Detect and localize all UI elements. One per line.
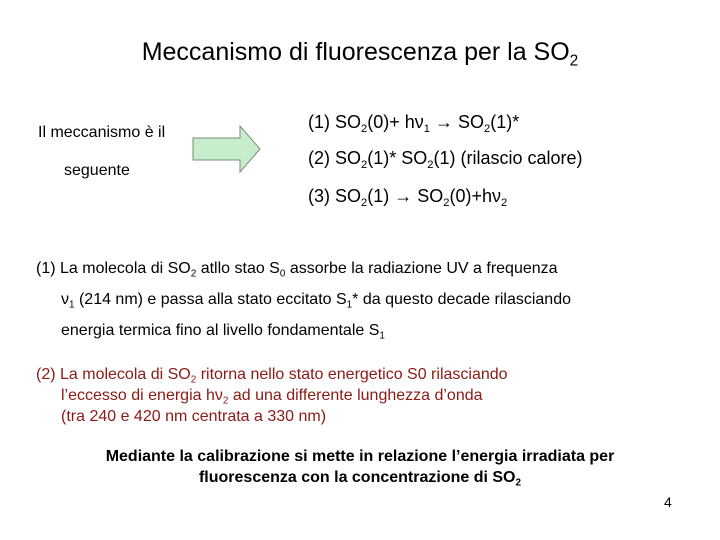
conclusion-line-2 (198, 469, 522, 489)
p1-text: atllo stao S (196, 260, 280, 277)
p2-sub: 2 (222, 395, 229, 407)
reaction-1-text: (1)* (490, 112, 520, 132)
intro-line-2: seguente (64, 162, 130, 179)
p1-sub: 0 (279, 268, 286, 280)
conclusion (0, 446, 720, 488)
title-subscript: 2 (569, 52, 579, 70)
reaction-1-sub: 1 (423, 122, 430, 135)
p1-text: * (352, 291, 359, 308)
reaction-2-sub: 2 (361, 158, 368, 171)
slide-title (0, 38, 720, 70)
reaction-1-sub: 2 (361, 122, 368, 135)
title-text: Meccanismo di fluorescenza per la SO (141, 38, 570, 66)
paragraph-2-line-2 (36, 385, 676, 406)
p1-sub: 1 (379, 330, 385, 342)
p2-text: (2) La molecola di SO (36, 366, 191, 383)
reaction-3-sub: 2 (443, 196, 450, 209)
p2-text: ad una differente lunghezza d’onda (228, 387, 483, 404)
paragraph-2-line-3: (tra 240 e 420 nm centrata a 330 nm) (61, 408, 327, 425)
p1-text: energia termica fino al livello fondamentale S (61, 322, 380, 339)
p2-text: l’eccesso di energia hν (61, 387, 223, 404)
arrow-shape (193, 126, 260, 172)
reaction-2-text: (1) (rilascio calore) (433, 148, 583, 168)
reaction-1-text: (0)+ hν (367, 112, 424, 132)
reaction-3-text: (0)+hν (449, 186, 501, 206)
intro-text (38, 124, 198, 180)
conclusion-text: fluorescenza con la concentrazione di SO (198, 469, 516, 486)
intro-line-1: Il meccanismo è il (38, 124, 166, 141)
paragraph-1-line-2 (36, 284, 676, 315)
reaction-2-sub: 2 (427, 158, 434, 171)
p1-sub: 1 (346, 299, 353, 311)
paragraph-2-line-1 (36, 366, 508, 386)
p1-text: da questo decade rilasciando (358, 291, 571, 308)
paragraph-1 (36, 253, 676, 346)
reaction-1 (308, 112, 519, 133)
reaction-3-sub: 2 (501, 196, 508, 209)
paragraph-1-line-3 (36, 315, 676, 346)
p1-text: ν (61, 291, 69, 308)
p1-text: (1) La molecola di SO (36, 260, 191, 277)
reaction-2-text: (1)* SO (367, 148, 428, 168)
p2-text: ritorna nello stato energetico S0 rilasciando (196, 366, 508, 383)
reaction-1-sub: 2 (484, 122, 491, 135)
reaction-1-text: → SO (429, 112, 484, 132)
reaction-2 (308, 148, 583, 169)
p1-sub: 2 (190, 268, 197, 280)
reaction-3-sub: 2 (361, 196, 368, 209)
reaction-3 (308, 186, 507, 207)
p1-sub: 1 (69, 299, 75, 311)
paragraph-2 (36, 364, 676, 427)
paragraph-1-line-1 (36, 260, 558, 280)
reaction-1-text: (1) SO (308, 112, 362, 132)
conclusion-sub: 2 (515, 477, 522, 489)
p2-sub: 2 (190, 374, 197, 386)
p1-text: (214 nm) e passa alla stato eccitato S (74, 291, 347, 308)
reaction-2-text: (2) SO (308, 148, 362, 168)
reaction-3-text: (1) → SO (367, 186, 444, 206)
right-arrow-icon (192, 125, 262, 173)
page-number: 4 (664, 494, 672, 510)
conclusion-line-1: Mediante la calibrazione si mette in relazione l’energia irradiata per (105, 448, 615, 465)
reaction-3-text: (3) SO (308, 186, 362, 206)
p1-text: assorbe la radiazione UV a frequenza (285, 260, 558, 277)
